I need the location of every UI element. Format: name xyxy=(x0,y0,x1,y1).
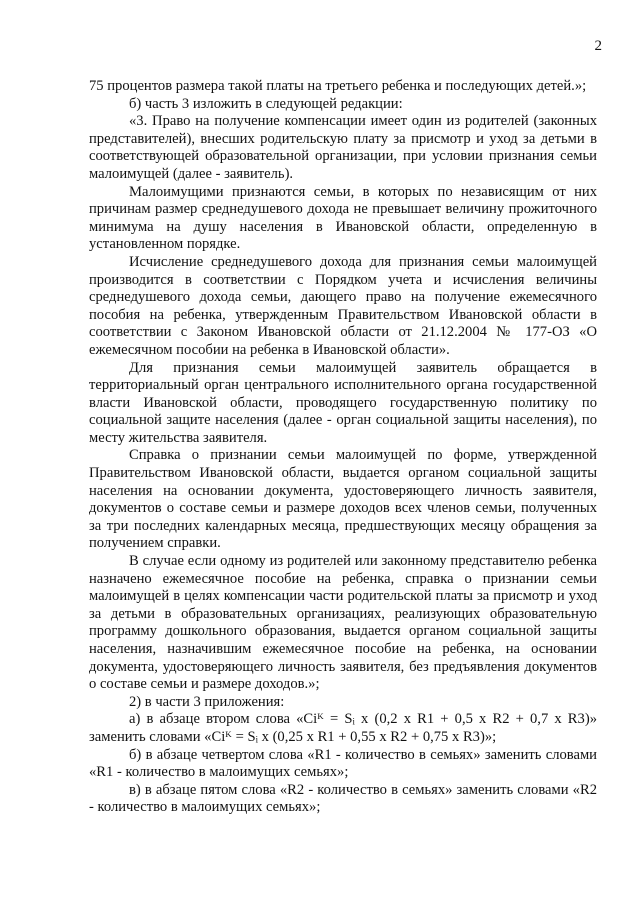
paragraph-11: б) в абзаце четвертом слова «R1 - количество в семьях» заменить словами «R1 - количество в малоимущих семьях»; xyxy=(89,746,597,781)
paragraph-2: б) часть 3 изложить в следующей редакции: xyxy=(129,95,403,112)
paragraph-7: Справка о признании семьи малоимущей по форме, утвержденной Правительством Ивановской области, выдается органом социальной защиты населения на основании документа, удостоверяющего личность заявителя, документов о составе семьи и размере доходов всех членов семьи, полученных за три последних календарных месяца, предшествующих месяцу обращения за получением справки. xyxy=(89,447,597,552)
paragraph-3: «3. Право на получение компенсации имеет один из родителей (законных представителей), внесших родительскую плату за присмотр и уход за детьми в соответствующей образовательной организации, при условии признания семьи малоимущей (далее - заявитель). xyxy=(89,113,597,182)
document-body xyxy=(89,78,597,817)
paragraph-1: 75 процентов размера такой платы на третьего ребенка и последующих детей.»; xyxy=(89,78,587,94)
paragraph-10: а) в абзаце втором слова «Ciᴷ = Sᵢ x (0,2 x R1 + 0,5 x R2 + 0,7 x R3)» заменить словами «Ciᴷ = Sᵢ x (0,25 x R1 + 0,55 x R2 + 0,75 x R3)»; xyxy=(89,711,597,745)
paragraph-9: 2) в части 3 приложения: xyxy=(129,693,285,710)
paragraph-6: Для признания семьи малоимущей заявитель обращается в территориальный орган центрального исполнительного органа государственной власти Ивановской области, проводящего государственную политику по социальной защите населения (далее - орган социальной защиты населения), по месту жительства заявителя. xyxy=(89,359,597,446)
paragraph-5: Исчисление среднедушевого дохода для признания семьи малоимущей производится в соответствии с Порядком учета и исчисления величины среднедушевого дохода семьи, дающего право на получение ежемесячного пособия на ребенка, утвержденным Правительством Ивановской области в соответствии с Законом Ивановской области от 21.12.2004 № 177-ОЗ «О ежемесячном пособии на ребенка в Ивановской области». xyxy=(89,253,597,358)
paragraph-12: в) в абзаце пятом слова «R2 - количество в семьях» заменить словами «R2 - количество в малоимущих семьях»; xyxy=(89,781,597,816)
paragraph-8: В случае если одному из родителей или законному представителю ребенка назначено ежемесячное пособие на ребенка, справка о признании семьи малоимущей в целях компенсации части родительской платы за присмотр и уход за детьми в образовательных организациях, реализующих образовательную программу дошкольного образования, выдается органом социальной защиты населения, назначившим ежемесячное пособие на ребенка, на основании документа, удостоверяющего личность заявителя, без предъявления документов о составе семьи и размере доходов.»; xyxy=(89,553,597,693)
page-number: 2 xyxy=(594,38,602,54)
paragraph-4: Малоимущими признаются семьи, в которых по независящим от них причинам размер среднедушевого дохода не превышает величину прожиточного минимума на душу населения в Ивановской области, определенную в установленном порядке. xyxy=(89,183,597,253)
